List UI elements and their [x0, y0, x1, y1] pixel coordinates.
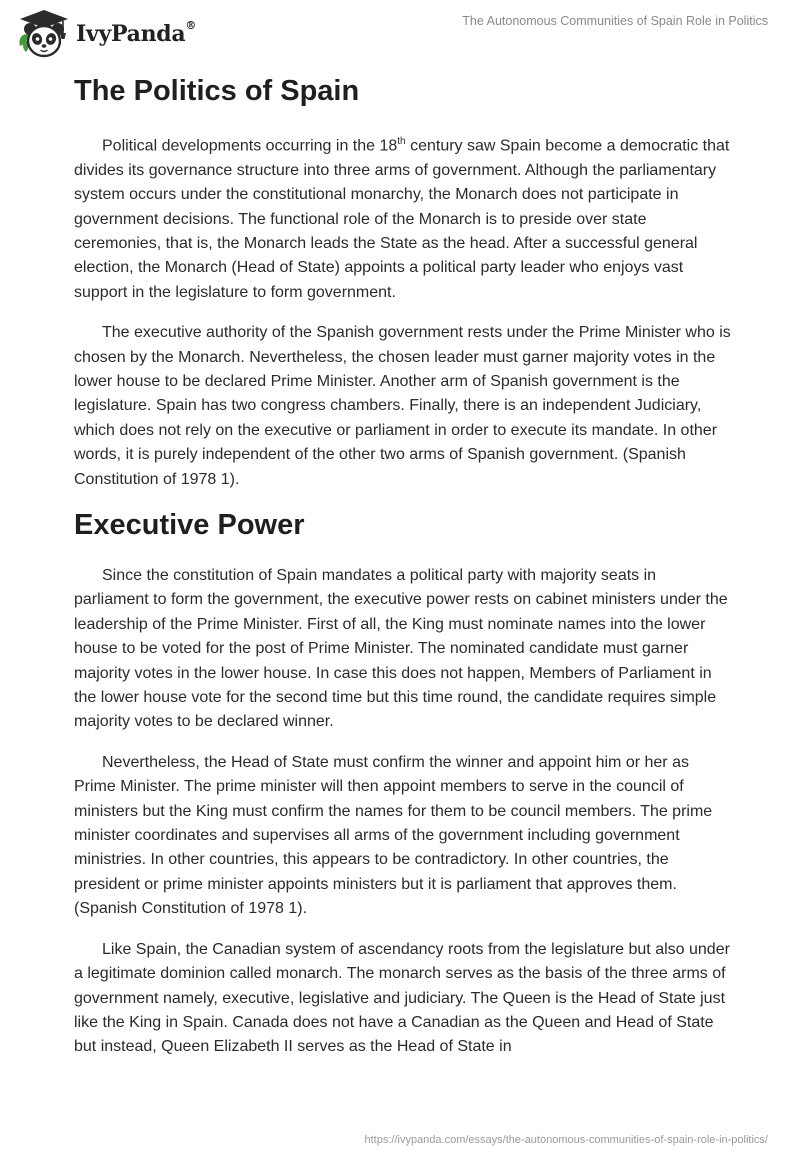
paragraph: Since the constitution of Spain mandates a political party with majority seats in parliament to form the government, the executive power rests on cabinet ministers under the leadership of the Prime Minister. First of all, the King must nominate names into the lower house to be voted for the post of Prime Minister. The nominated candidate must garner majority votes in the lower house. In case this does not happen, Members of Parliament in the lower house vote for the second time but this time round, the candidate requires simple majority votes to be declared winner.: [74, 567, 728, 731]
paragraph: Political developments occurring in the 18th century saw Spain become a democratic that divides its governance structure into three arms of government. Although the parliamentary system occurs under the constitutional monarchy, the Monarch does not participate in government decisions. The functional role of the Monarch is to preside over state ceremonies, that is, the Monarch leads the State as the head. After a successful general election, the Monarch (Head of State) appoints a political party leader who enjoys vast support in the legislature to form government.: [74, 136, 730, 301]
superscript-th: th: [397, 136, 406, 147]
document-title: The Autonomous Communities of Spain Role in Politics: [462, 14, 768, 28]
source-url[interactable]: https://ivypanda.com/essays/the-autonomous-communities-of-spain-role-in-politics/: [364, 1134, 768, 1146]
section-heading-executive-power: Executive Power: [74, 509, 305, 542]
essay-content: [74, 74, 734, 1076]
paragraph: The executive authority of the Spanish government rests under the Prime Minister who is chosen by the Monarch. Nevertheless, the chosen leader must garner majority votes in the lower house to be declared Prime Minister. Another arm of Spanish government is the legislature. Spain has two congress chambers. Finally, there is an independent Judiciary, which does not rely on the executive or parliament in order to execute its mandate. In other words, it is purely independent of the other two arms of Spanish government. (Spanish Constitution of 1978 1).: [74, 324, 731, 488]
brand-name: IvyPanda®: [76, 19, 197, 47]
paragraph: Nevertheless, the Head of State must confirm the winner and appoint him or her as Prime Minister. The prime minister will then appoint members to serve in the council of ministers but the King must confirm the names for them to be council members. The prime minister coordinates and supervises all arms of the government including government ministries. In other countries, this appears to be contradictory. In other countries, the president or prime minister appoints ministers but it is parliament that approves them. (Spanish Constitution of 1978 1).: [74, 753, 713, 918]
section-heading-politics-of-spain: The Politics of Spain: [74, 75, 360, 107]
page-header: [0, 0, 800, 70]
ivypanda-logo[interactable]: [16, 8, 236, 60]
registered-mark: ®: [185, 19, 197, 32]
paragraph: Like Spain, the Canadian system of ascendancy roots from the legislature but also under a legitimate dominion called monarch. The monarch serves as the basis of the three arms of government namely, executive, legislative and judiciary. The Queen is the Head of State just like the King in Spain. Canada does not have a Canadian as the Queen and Head of State but instead, Queen Elizabeth II serves as the Head of State in: [74, 940, 730, 1056]
panda-graduate-icon: [16, 8, 72, 60]
